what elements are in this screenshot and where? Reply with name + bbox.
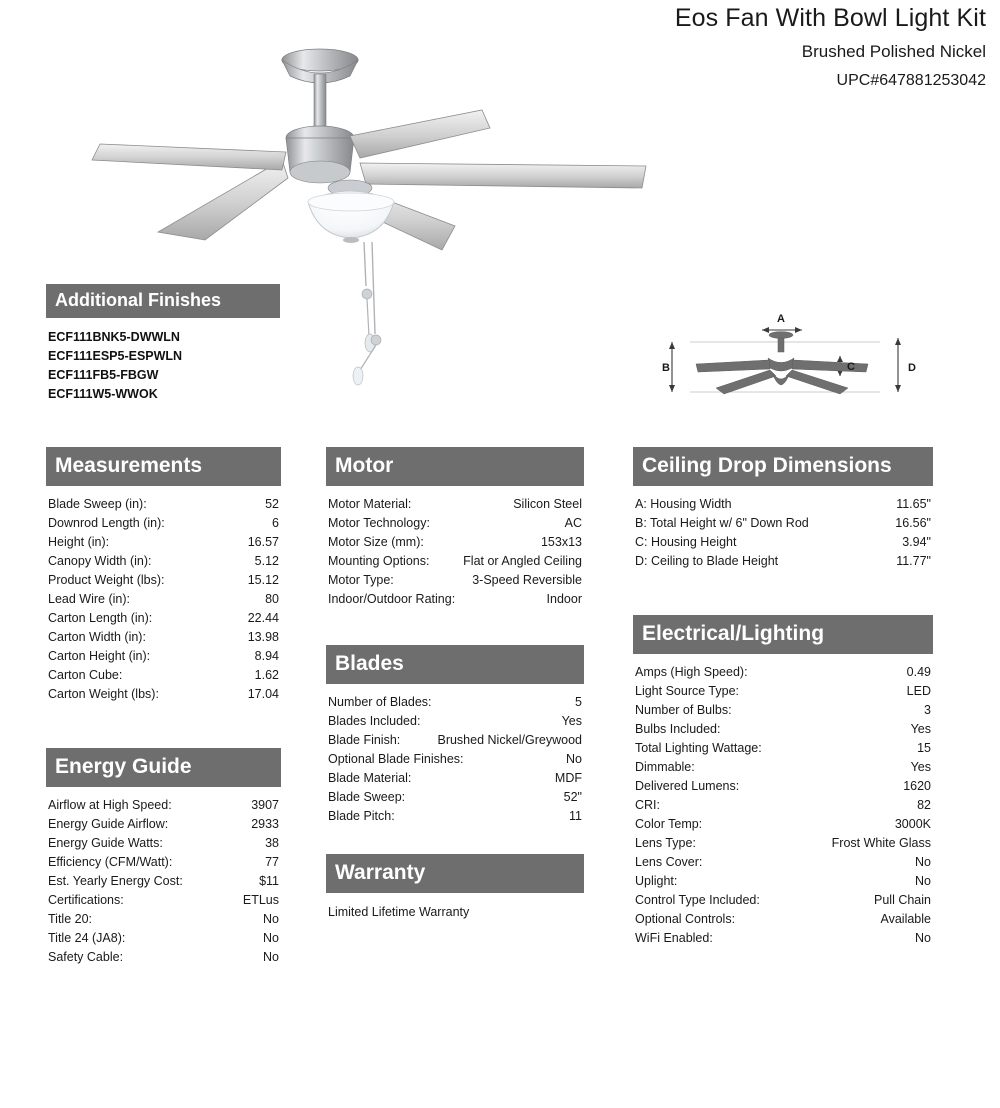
electrical-lighting-heading: Electrical/Lighting xyxy=(633,615,933,654)
spec-label: Motor Technology: xyxy=(328,516,430,531)
spec-label: CRI: xyxy=(635,798,660,813)
spec-row xyxy=(48,514,279,533)
spec-row xyxy=(328,552,582,571)
warranty-text: Limited Lifetime Warranty xyxy=(328,905,470,920)
spec-label: Total Lighting Wattage: xyxy=(635,741,762,756)
spec-row xyxy=(635,663,931,682)
ceiling-drop-heading: Ceiling Drop Dimensions xyxy=(633,447,933,486)
spec-value: No xyxy=(566,752,582,767)
diagram-label-a: A xyxy=(777,313,785,325)
spec-label: Number of Bulbs: xyxy=(635,703,732,718)
spec-row xyxy=(48,929,279,948)
spec-value: 1620 xyxy=(903,779,931,794)
spec-value: 11.65" xyxy=(896,497,931,512)
section-spacer xyxy=(46,704,281,748)
spec-value: Available xyxy=(880,912,931,927)
spec-value: 22.44 xyxy=(247,611,279,626)
spec-value: Brushed Nickel/Greywood xyxy=(437,733,582,748)
diagram-label-d: D xyxy=(908,362,916,374)
spec-value: 11 xyxy=(569,809,582,824)
spec-label: Optional Blade Finishes: xyxy=(328,752,464,767)
spec-label: Mounting Options: xyxy=(328,554,430,569)
spec-label: Control Type Included: xyxy=(635,893,760,908)
spec-row xyxy=(48,590,279,609)
spec-row xyxy=(635,834,931,853)
spec-label: Blade Material: xyxy=(328,771,412,786)
ceiling-drop-rows xyxy=(633,486,933,571)
measurements-section xyxy=(46,447,281,704)
dimension-diagram xyxy=(650,300,940,425)
list-item: ECF111BNK5-DWWLN xyxy=(48,329,180,344)
spec-label: A: Housing Width xyxy=(635,497,732,512)
spec-label: Carton Cube: xyxy=(48,668,123,683)
energy-guide-rows xyxy=(46,787,281,967)
spec-row xyxy=(48,552,279,571)
spec-label: B: Total Height w/ 6" Down Rod xyxy=(635,516,809,531)
blades-heading: Blades xyxy=(326,645,584,684)
ceiling-drop-section xyxy=(633,447,933,571)
spec-row xyxy=(635,552,931,571)
blades-rows xyxy=(326,684,584,826)
spec-row xyxy=(328,731,582,750)
spec-label: Motor Material: xyxy=(328,497,412,512)
spec-row xyxy=(328,712,582,731)
measurements-heading: Measurements xyxy=(46,447,281,486)
spec-row xyxy=(328,533,582,552)
spec-value: $11 xyxy=(259,874,279,889)
section-spacer xyxy=(326,826,584,854)
spec-value: 77 xyxy=(265,855,279,870)
spec-row xyxy=(48,609,279,628)
spec-row xyxy=(328,571,582,590)
spec-value: 11.77" xyxy=(896,554,931,569)
motor-rows xyxy=(326,486,584,609)
motor-section xyxy=(326,447,584,609)
warranty-heading: Warranty xyxy=(326,854,584,893)
spec-value: 2933 xyxy=(251,817,279,832)
spec-value: 3-Speed Reversible xyxy=(472,573,582,588)
spec-value: Frost White Glass xyxy=(831,836,931,851)
spec-row xyxy=(48,796,279,815)
spec-row xyxy=(328,788,582,807)
spec-label: Blade Pitch: xyxy=(328,809,395,824)
spec-label: Color Temp: xyxy=(635,817,703,832)
spec-label: Motor Size (mm): xyxy=(328,535,424,550)
spec-value: 5.12 xyxy=(254,554,279,569)
spec-row xyxy=(635,720,931,739)
additional-finishes-list xyxy=(46,328,280,404)
list-item: ECF111W5-WWOK xyxy=(48,386,158,401)
spec-label: Est. Yearly Energy Cost: xyxy=(48,874,183,889)
spec-row xyxy=(48,666,279,685)
additional-finishes-heading: Additional Finishes xyxy=(46,284,280,318)
spec-value: 52 xyxy=(265,497,279,512)
spec-label: Airflow at High Speed: xyxy=(48,798,172,813)
spec-row xyxy=(48,872,279,891)
spec-value: 16.56" xyxy=(895,516,931,531)
spec-value: 8.94 xyxy=(254,649,279,664)
spec-row xyxy=(48,533,279,552)
energy-guide-section xyxy=(46,748,281,967)
spec-value: 1.62 xyxy=(254,668,279,683)
spec-row xyxy=(635,701,931,720)
spec-row xyxy=(635,796,931,815)
spec-value: No xyxy=(915,931,931,946)
spec-value: Yes xyxy=(561,714,582,729)
spec-row xyxy=(48,891,279,910)
spec-row xyxy=(48,834,279,853)
spec-value: Indoor xyxy=(546,592,582,607)
spec-label: Carton Length (in): xyxy=(48,611,153,626)
spec-value: No xyxy=(915,874,931,889)
spec-row xyxy=(635,514,931,533)
spec-label: Dimmable: xyxy=(635,760,695,775)
spec-value: 38 xyxy=(265,836,279,851)
spec-row xyxy=(48,853,279,872)
spec-row xyxy=(328,590,582,609)
spec-value: 0.49 xyxy=(906,665,931,680)
spec-row xyxy=(48,628,279,647)
spec-label: C: Housing Height xyxy=(635,535,737,550)
spec-value: 153x13 xyxy=(540,535,582,550)
spec-label: Blade Sweep: xyxy=(328,790,406,805)
electrical-lighting-rows xyxy=(633,654,933,948)
spec-row xyxy=(635,533,931,552)
spec-label: Uplight: xyxy=(635,874,678,889)
spec-value: AC xyxy=(564,516,582,531)
spec-value: No xyxy=(263,931,279,946)
spec-row xyxy=(635,758,931,777)
spec-label: Carton Weight (lbs): xyxy=(48,687,159,702)
spec-label: Product Weight (lbs): xyxy=(48,573,165,588)
spec-row xyxy=(635,929,931,948)
spec-label: Blades Included: xyxy=(328,714,421,729)
spec-label: Number of Blades: xyxy=(328,695,432,710)
spec-row xyxy=(48,647,279,666)
spec-label: Efficiency (CFM/Watt): xyxy=(48,855,173,870)
page-title: Eos Fan With Bowl Light Kit xyxy=(674,4,986,32)
spec-label: Lens Cover: xyxy=(635,855,703,870)
spec-row xyxy=(635,891,931,910)
electrical-lighting-section xyxy=(633,615,933,948)
spec-value: Flat or Angled Ceiling xyxy=(463,554,582,569)
spec-value: No xyxy=(263,950,279,965)
spec-value: 17.04 xyxy=(247,687,279,702)
spec-label: Energy Guide Airflow: xyxy=(48,817,169,832)
warranty-section xyxy=(326,854,584,922)
list-item: ECF111ESP5-ESPWLN xyxy=(48,348,183,363)
spec-label: Downrod Length (in): xyxy=(48,516,165,531)
spec-label: Lens Type: xyxy=(635,836,696,851)
spec-row xyxy=(48,815,279,834)
spec-row xyxy=(635,739,931,758)
spec-value: Pull Chain xyxy=(874,893,931,908)
spec-label: WiFi Enabled: xyxy=(635,931,713,946)
spec-row xyxy=(48,948,279,967)
spec-value: No xyxy=(263,912,279,927)
spec-row xyxy=(48,495,279,514)
spec-row xyxy=(328,693,582,712)
diagram-label-c: C xyxy=(847,361,855,373)
spec-label: Canopy Width (in): xyxy=(48,554,152,569)
spec-row xyxy=(328,807,582,826)
spec-value: 80 xyxy=(265,592,279,607)
spec-row xyxy=(328,514,582,533)
spec-value: 13.98 xyxy=(247,630,279,645)
spec-value: Yes xyxy=(910,760,931,775)
spec-value: Silicon Steel xyxy=(513,497,582,512)
spec-label: Indoor/Outdoor Rating: xyxy=(328,592,456,607)
spec-value: 3907 xyxy=(251,798,279,813)
spec-label: Blade Sweep (in): xyxy=(48,497,147,512)
spec-value: No xyxy=(915,855,931,870)
spec-value: 3.94" xyxy=(902,535,931,550)
fan-dimension-schematic xyxy=(650,300,940,425)
energy-guide-heading: Energy Guide xyxy=(46,748,281,787)
additional-finishes-section xyxy=(46,284,280,404)
spec-label: Optional Controls: xyxy=(635,912,736,927)
spec-label: Height (in): xyxy=(48,535,110,550)
spec-label: Light Source Type: xyxy=(635,684,740,699)
spec-value: 82 xyxy=(917,798,931,813)
spec-value: 15.12 xyxy=(247,573,279,588)
spec-value: 3 xyxy=(924,703,931,718)
spec-row xyxy=(328,495,582,514)
motor-heading: Motor xyxy=(326,447,584,486)
product-finish-subtitle: Brushed Polished Nickel xyxy=(801,41,986,61)
spec-row xyxy=(635,777,931,796)
spec-row xyxy=(635,815,931,834)
spec-label: Amps (High Speed): xyxy=(635,665,748,680)
spec-row xyxy=(48,685,279,704)
product-upc: UPC#647881253042 xyxy=(836,71,986,89)
spec-value: 5 xyxy=(575,695,582,710)
spec-label: Carton Height (in): xyxy=(48,649,151,664)
spec-label: Title 24 (JA8): xyxy=(48,931,126,946)
list-item: ECF111FB5-FBGW xyxy=(48,367,159,382)
spec-value: 3000K xyxy=(894,817,931,832)
spec-label: Title 20: xyxy=(48,912,93,927)
spec-row xyxy=(635,495,931,514)
spec-row xyxy=(328,769,582,788)
spec-value: 52" xyxy=(563,790,582,805)
spec-label: Carton Width (in): xyxy=(48,630,146,645)
measurements-rows xyxy=(46,486,281,704)
section-spacer xyxy=(326,609,584,645)
spec-value: LED xyxy=(906,684,931,699)
column-left xyxy=(46,447,281,967)
spec-label: Delivered Lumens: xyxy=(635,779,740,794)
blades-section xyxy=(326,645,584,826)
spec-label: Motor Type: xyxy=(328,573,394,588)
spec-label: Lead Wire (in): xyxy=(48,592,130,607)
spec-row xyxy=(635,910,931,929)
spec-value: Yes xyxy=(910,722,931,737)
spec-row xyxy=(635,682,931,701)
spec-row xyxy=(635,853,931,872)
spec-value: 15 xyxy=(917,741,931,756)
spec-label: Energy Guide Watts: xyxy=(48,836,163,851)
spec-label: Certifications: xyxy=(48,893,124,908)
column-middle xyxy=(326,447,584,922)
spec-label: D: Ceiling to Blade Height xyxy=(635,554,779,569)
spec-value: ETLus xyxy=(242,893,279,908)
diagram-label-b: B xyxy=(662,362,670,374)
spec-row xyxy=(48,571,279,590)
column-right xyxy=(633,447,933,948)
section-spacer xyxy=(633,571,933,615)
spec-row xyxy=(328,750,582,769)
spec-value: 6 xyxy=(272,516,279,531)
spec-label: Bulbs Included: xyxy=(635,722,721,737)
spec-value: MDF xyxy=(554,771,582,786)
spec-row xyxy=(48,910,279,929)
spec-row xyxy=(635,872,931,891)
spec-value: 16.57 xyxy=(247,535,279,550)
spec-label: Blade Finish: xyxy=(328,733,401,748)
spec-label: Safety Cable: xyxy=(48,950,124,965)
